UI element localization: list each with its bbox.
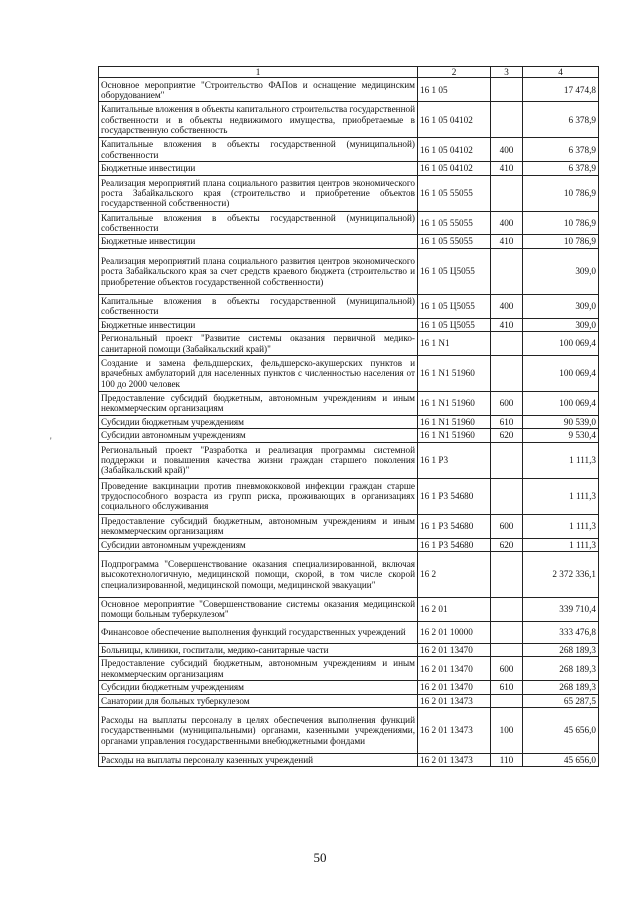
row-code-cell: 16 1 05 Ц5055	[418, 294, 491, 318]
row-code-cell: 16 1 05	[418, 78, 491, 102]
row-type-cell: 400	[491, 294, 523, 318]
row-name-cell: Больницы, клиники, госпитали, медико-санитарные части	[99, 643, 418, 656]
row-amount-cell: 100 069,4	[523, 356, 599, 392]
row-code-cell: 16 1 N1	[418, 332, 491, 356]
row-name-cell: Субсидии бюджетным учреждениям	[99, 415, 418, 428]
row-type-cell: 620	[491, 429, 523, 442]
table-row	[99, 478, 599, 514]
row-name-cell: Предоставление субсидий бюджетным, автономным учреждениям и иным некоммерческим организациям	[99, 392, 418, 416]
row-code-cell: 16 2 01 13470	[418, 643, 491, 656]
row-code-cell: 16 2 01 10000	[418, 621, 491, 643]
table-row	[99, 753, 599, 766]
row-code-cell: 16 2 01 13473	[418, 707, 491, 753]
row-type-cell	[491, 248, 523, 294]
row-code-cell: 16 1 N1 51960	[418, 429, 491, 442]
row-name-cell: Бюджетные инвестиции	[99, 235, 418, 248]
row-name-cell: Реализация мероприятий плана социального развития центров экономического роста Забайкальского края за счет средств краевого бюджета (строительство и приобретение объектов государственной собственности)	[99, 248, 418, 294]
table-row	[99, 551, 599, 597]
row-name-cell: Капитальные вложения в объекты капитального строительства государственной собственности и в объекты недвижимого имущества, приобретаемые в государственную собственность	[99, 102, 418, 138]
table-row	[99, 538, 599, 551]
row-type-cell	[491, 442, 523, 478]
row-amount-cell: 17 474,8	[523, 78, 599, 102]
row-name-cell: Реализация мероприятий плана социального развития центров экономического роста Забайкальского края (строительство и приобретение объектов государственной собственности)	[99, 175, 418, 211]
row-type-cell: 110	[491, 753, 523, 766]
row-code-cell: 16 1 05 04102	[418, 162, 491, 175]
row-name-cell: Финансовое обеспечение выполнения функций государственных учреждений	[99, 621, 418, 643]
row-name-cell: Создание и замена фельдшерских, фельдшерско-акушерских пунктов и врачебных амбулаторий для населенных пунктов с численностью населения от 100 до 2000 человек	[99, 356, 418, 392]
table-row	[99, 138, 599, 162]
row-name-cell: Расходы на выплаты персоналу казенных учреждений	[99, 753, 418, 766]
row-name-cell: Расходы на выплаты персоналу в целях обеспечения выполнения функций государственными (муниципальными) органами, казенными учреждениями, органами управления государственными внебюджетными фондами	[99, 707, 418, 753]
table-row	[99, 621, 599, 643]
row-code-cell: 16 1 05 Ц5055	[418, 248, 491, 294]
row-code-cell: 16 1 05 55055	[418, 211, 491, 235]
row-type-cell: 400	[491, 138, 523, 162]
header-col-2: 2	[418, 67, 491, 78]
header-row	[99, 67, 599, 78]
row-name-cell: Региональный проект "Развитие системы оказания первичной медико-санитарной помощи (Забайкальский край)"	[99, 332, 418, 356]
row-type-cell	[491, 694, 523, 707]
table-row	[99, 235, 599, 248]
row-code-cell: 16 2	[418, 551, 491, 597]
row-amount-cell: 10 786,9	[523, 211, 599, 235]
row-name-cell: Основное мероприятие "Строительство ФАПов и оснащение медицинским оборудованием"	[99, 78, 418, 102]
row-name-cell: Предоставление субсидий бюджетным, автономным учреждениям и иным некоммерческим организациям	[99, 657, 418, 681]
table-row	[99, 442, 599, 478]
row-type-cell: 610	[491, 415, 523, 428]
table-row	[99, 643, 599, 656]
row-code-cell: 16 1 05 55055	[418, 235, 491, 248]
table-row	[99, 248, 599, 294]
row-code-cell: 16 1 05 04102	[418, 102, 491, 138]
table-row	[99, 162, 599, 175]
table-row	[99, 102, 599, 138]
row-code-cell: 16 1 N1 51960	[418, 356, 491, 392]
row-amount-cell: 309,0	[523, 318, 599, 331]
row-amount-cell: 309,0	[523, 248, 599, 294]
row-type-cell: 610	[491, 681, 523, 694]
table-row	[99, 694, 599, 707]
row-type-cell: 600	[491, 514, 523, 538]
row-code-cell: 16 2 01	[418, 597, 491, 621]
table-row	[99, 514, 599, 538]
table-header	[99, 67, 599, 78]
row-type-cell: 410	[491, 162, 523, 175]
row-amount-cell: 10 786,9	[523, 235, 599, 248]
row-amount-cell: 65 287,5	[523, 694, 599, 707]
row-amount-cell: 6 378,9	[523, 102, 599, 138]
row-type-cell: 410	[491, 235, 523, 248]
table-row	[99, 294, 599, 318]
row-type-cell	[491, 356, 523, 392]
row-code-cell: 16 2 01 13473	[418, 694, 491, 707]
table-row	[99, 78, 599, 102]
row-amount-cell: 1 111,3	[523, 478, 599, 514]
row-code-cell: 16 1 P3	[418, 442, 491, 478]
row-type-cell: 620	[491, 538, 523, 551]
row-code-cell: 16 1 N1 51960	[418, 392, 491, 416]
row-code-cell: 16 2 01 13470	[418, 657, 491, 681]
row-amount-cell: 1 111,3	[523, 442, 599, 478]
row-code-cell: 16 1 05 55055	[418, 175, 491, 211]
row-type-cell	[491, 78, 523, 102]
table-row	[99, 211, 599, 235]
table-row	[99, 356, 599, 392]
row-type-cell: 600	[491, 392, 523, 416]
row-name-cell: Капитальные вложения в объекты государственной (муниципальной) собственности	[99, 138, 418, 162]
row-name-cell: Проведение вакцинации против пневмококковой инфекции граждан старше трудоспособного возраста из групп риска, проживающих в организациях социального обслуживания	[99, 478, 418, 514]
row-type-cell	[491, 102, 523, 138]
row-type-cell	[491, 332, 523, 356]
table-row	[99, 175, 599, 211]
table-row	[99, 429, 599, 442]
table-row	[99, 681, 599, 694]
row-type-cell	[491, 597, 523, 621]
row-name-cell: Субсидии автономным учреждениям	[99, 429, 418, 442]
row-name-cell: Капитальные вложения в объекты государственной (муниципальной) собственности	[99, 294, 418, 318]
row-amount-cell: 90 539,0	[523, 415, 599, 428]
row-code-cell: 16 1 P3 54680	[418, 538, 491, 551]
row-amount-cell: 6 378,9	[523, 162, 599, 175]
row-amount-cell: 268 189,3	[523, 657, 599, 681]
row-amount-cell: 10 786,9	[523, 175, 599, 211]
header-col-3: 3	[491, 67, 523, 78]
table-row	[99, 707, 599, 753]
row-amount-cell: 333 476,8	[523, 621, 599, 643]
row-name-cell: Субсидии автономным учреждениям	[99, 538, 418, 551]
table-row	[99, 318, 599, 331]
row-code-cell: 16 2 01 13473	[418, 753, 491, 766]
row-code-cell: 16 1 P3 54680	[418, 514, 491, 538]
table-row	[99, 332, 599, 356]
row-name-cell: Бюджетные инвестиции	[99, 162, 418, 175]
header-col-1: 1	[99, 67, 418, 78]
row-amount-cell: 1 111,3	[523, 514, 599, 538]
row-amount-cell: 100 069,4	[523, 332, 599, 356]
row-code-cell: 16 1 05 Ц5055	[418, 318, 491, 331]
row-amount-cell: 45 656,0	[523, 707, 599, 753]
table-row	[99, 597, 599, 621]
row-code-cell: 16 1 P3 54680	[418, 478, 491, 514]
page-number: 50	[313, 850, 327, 865]
row-type-cell	[491, 478, 523, 514]
row-amount-cell: 1 111,3	[523, 538, 599, 551]
row-type-cell: 400	[491, 211, 523, 235]
row-name-cell: Санатории для больных туберкулезом	[99, 694, 418, 707]
row-type-cell	[491, 551, 523, 597]
budget-table	[98, 66, 599, 767]
row-amount-cell: 9 530,4	[523, 429, 599, 442]
row-type-cell: 100	[491, 707, 523, 753]
row-amount-cell: 45 656,0	[523, 753, 599, 766]
row-code-cell: 16 2 01 13470	[418, 681, 491, 694]
row-amount-cell: 6 378,9	[523, 138, 599, 162]
row-type-cell	[491, 175, 523, 211]
table-body	[99, 78, 599, 767]
row-amount-cell: 309,0	[523, 294, 599, 318]
row-code-cell: 16 1 05 04102	[418, 138, 491, 162]
row-name-cell: Региональный проект "Разработка и реализация программы системной поддержки и повышения качества жизни граждан старшего поколения (Забайкальский край)"	[99, 442, 418, 478]
header-col-4: 4	[523, 67, 599, 78]
row-type-cell	[491, 643, 523, 656]
row-type-cell: 410	[491, 318, 523, 331]
table-row	[99, 415, 599, 428]
row-amount-cell: 2 372 336,1	[523, 551, 599, 597]
table-row	[99, 657, 599, 681]
row-amount-cell: 268 189,3	[523, 681, 599, 694]
row-name-cell: Предоставление субсидий бюджетным, автономным учреждениям и иным некоммерческим организациям	[99, 514, 418, 538]
row-type-cell: 600	[491, 657, 523, 681]
row-name-cell: Субсидии бюджетным учреждениям	[99, 681, 418, 694]
row-amount-cell: 339 710,4	[523, 597, 599, 621]
table-row	[99, 392, 599, 416]
row-name-cell: Основное мероприятие "Совершенствование системы оказания медицинской помощи больным туберкулезом"	[99, 597, 418, 621]
margin-mark: '	[50, 436, 52, 446]
row-name-cell: Капитальные вложения в объекты государственной (муниципальной) собственности	[99, 211, 418, 235]
row-amount-cell: 268 189,3	[523, 643, 599, 656]
row-name-cell: Подпрограмма "Совершенствование оказания специализированной, включая высокотехнологичную, медицинской помощи, скорой, в том числе скорой специализированной, медицинской помощи, медицинской эвакуации"	[99, 551, 418, 597]
row-amount-cell: 100 069,4	[523, 392, 599, 416]
row-code-cell: 16 1 N1 51960	[418, 415, 491, 428]
row-name-cell: Бюджетные инвестиции	[99, 318, 418, 331]
row-type-cell	[491, 621, 523, 643]
